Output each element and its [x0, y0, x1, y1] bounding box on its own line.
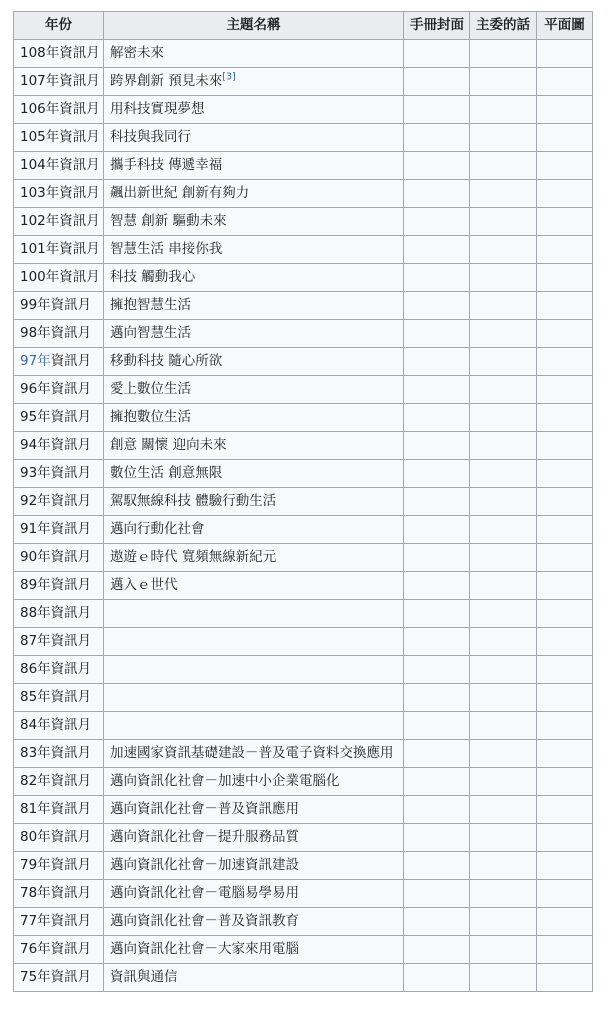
year-cell: 78年資訊月: [14, 880, 104, 908]
plan-cell: [537, 936, 593, 964]
plan-cell: [537, 460, 593, 488]
plan-cell: [537, 656, 593, 684]
cover-cell: [404, 152, 470, 180]
reference-link[interactable]: [3]: [222, 71, 236, 83]
plan-cell: [537, 908, 593, 936]
table-row: [14, 684, 593, 712]
table-row: [14, 908, 593, 936]
theme-text: 攜手科技 傳遞幸福: [110, 157, 223, 173]
words-cell: [470, 628, 537, 656]
year-cell: 98年資訊月: [14, 320, 104, 348]
year-cell: 79年資訊月: [14, 852, 104, 880]
theme-cell: [104, 488, 404, 516]
theme-cell: [104, 236, 404, 264]
theme-cell: [104, 404, 404, 432]
plan-cell: [537, 152, 593, 180]
theme-text: 智慧生活 串接你我: [110, 241, 223, 257]
header-plan: 平面圖: [537, 12, 593, 40]
theme-cell: [104, 292, 404, 320]
year-cell: 89年資訊月: [14, 572, 104, 600]
words-cell: [470, 516, 537, 544]
theme-text: 擁抱智慧生活: [110, 297, 191, 313]
table-row: [14, 292, 593, 320]
cover-cell: [404, 432, 470, 460]
plan-cell: [537, 768, 593, 796]
words-cell: [470, 404, 537, 432]
table-row: [14, 460, 593, 488]
table-row: [14, 600, 593, 628]
theme-cell: [104, 40, 404, 68]
plan-cell: [537, 40, 593, 68]
plan-cell: [537, 376, 593, 404]
year-cell: 106年資訊月: [14, 96, 104, 124]
words-cell: [470, 124, 537, 152]
year-cell: 86年資訊月: [14, 656, 104, 684]
theme-cell: [104, 796, 404, 824]
words-cell: [470, 824, 537, 852]
cover-cell: [404, 628, 470, 656]
theme-text: 邁向資訊化社會－加速中小企業電腦化: [110, 773, 340, 789]
cover-cell: [404, 908, 470, 936]
plan-cell: [537, 628, 593, 656]
words-cell: [470, 236, 537, 264]
year-cell: 75年資訊月: [14, 964, 104, 992]
theme-cell: [104, 124, 404, 152]
plan-cell: [537, 544, 593, 572]
theme-text: 邁向資訊化社會－加速資訊建設: [110, 857, 299, 873]
theme-text: 數位生活 創意無限: [110, 465, 223, 481]
words-cell: [470, 292, 537, 320]
words-cell: [470, 852, 537, 880]
theme-cell: [104, 964, 404, 992]
header-theme: 主題名稱: [104, 12, 404, 40]
year-cell: 94年資訊月: [14, 432, 104, 460]
plan-cell: [537, 516, 593, 544]
table-row: [14, 712, 593, 740]
info-month-themes-table: [13, 11, 593, 992]
plan-cell: [537, 320, 593, 348]
theme-cell: [104, 684, 404, 712]
cover-cell: [404, 348, 470, 376]
cover-cell: [404, 544, 470, 572]
words-cell: [470, 376, 537, 404]
cover-cell: [404, 768, 470, 796]
table-row: [14, 936, 593, 964]
theme-cell: [104, 152, 404, 180]
table-row: [14, 768, 593, 796]
theme-cell: [104, 768, 404, 796]
words-cell: [470, 684, 537, 712]
year-cell: 84年資訊月: [14, 712, 104, 740]
theme-cell: [104, 656, 404, 684]
table-row: [14, 740, 593, 768]
theme-cell: [104, 516, 404, 544]
theme-text: 科技 觸動我心: [110, 269, 196, 285]
plan-cell: [537, 96, 593, 124]
theme-text: 解密未來: [110, 45, 164, 61]
plan-cell: [537, 712, 593, 740]
header-year: 年份: [14, 12, 104, 40]
cover-cell: [404, 488, 470, 516]
table-row: [14, 516, 593, 544]
year-cell: 93年資訊月: [14, 460, 104, 488]
theme-text: 擁抱數位生活: [110, 409, 191, 425]
theme-cell: [104, 712, 404, 740]
year-cell: 95年資訊月: [14, 404, 104, 432]
theme-text: 邁向資訊化社會－大家來用電腦: [110, 941, 299, 957]
theme-text: 遨遊ｅ時代 寬頻無線新紀元: [110, 549, 277, 565]
year-cell: 81年資訊月: [14, 796, 104, 824]
header-cover: 手冊封面: [404, 12, 470, 40]
theme-text: 愛上數位生活: [110, 381, 191, 397]
table-row: [14, 236, 593, 264]
year-cell: 90年資訊月: [14, 544, 104, 572]
cover-cell: [404, 572, 470, 600]
cover-cell: [404, 936, 470, 964]
year-cell: 76年資訊月: [14, 936, 104, 964]
words-cell: [470, 432, 537, 460]
table-row: [14, 880, 593, 908]
words-cell: [470, 544, 537, 572]
table-row: [14, 852, 593, 880]
words-cell: [470, 68, 537, 96]
words-cell: [470, 152, 537, 180]
words-cell: [470, 796, 537, 824]
year-cell: 80年資訊月: [14, 824, 104, 852]
table-row: [14, 376, 593, 404]
theme-text: 加速國家資訊基礎建設－普及電子資料交換應用: [110, 745, 394, 761]
theme-cell: [104, 544, 404, 572]
year-cell: 91年資訊月: [14, 516, 104, 544]
header-words: 主委的話: [470, 12, 537, 40]
theme-cell: [104, 432, 404, 460]
words-cell: [470, 600, 537, 628]
words-cell: [470, 96, 537, 124]
year-cell: 107年資訊月: [14, 68, 104, 96]
theme-cell: [104, 460, 404, 488]
theme-cell: [104, 936, 404, 964]
theme-text: 駕馭無線科技 體驗行動生活: [110, 493, 277, 509]
cover-cell: [404, 292, 470, 320]
table-row: [14, 572, 593, 600]
table-row: [14, 432, 593, 460]
theme-cell: [104, 264, 404, 292]
plan-cell: [537, 348, 593, 376]
cover-cell: [404, 180, 470, 208]
year-cell: 108年資訊月: [14, 40, 104, 68]
words-cell: [470, 880, 537, 908]
cover-cell: [404, 712, 470, 740]
cover-cell: [404, 264, 470, 292]
plan-cell: [537, 236, 593, 264]
theme-text: 邁向行動化社會: [110, 521, 205, 537]
table-row: [14, 180, 593, 208]
cover-cell: [404, 96, 470, 124]
theme-cell: [104, 880, 404, 908]
theme-cell: [104, 824, 404, 852]
theme-cell: [104, 908, 404, 936]
words-cell: [470, 320, 537, 348]
table-row: [14, 628, 593, 656]
year-cell: 92年資訊月: [14, 488, 104, 516]
year-cell: 102年資訊月: [14, 208, 104, 236]
theme-text: 邁向資訊化社會－普及資訊教育: [110, 913, 299, 929]
cover-cell: [404, 236, 470, 264]
table-body: [14, 40, 593, 992]
year-cell: 100年資訊月: [14, 264, 104, 292]
plan-cell: [537, 600, 593, 628]
cover-cell: [404, 852, 470, 880]
theme-cell: [104, 600, 404, 628]
cover-cell: [404, 516, 470, 544]
words-cell: [470, 712, 537, 740]
year-cell: 101年資訊月: [14, 236, 104, 264]
cover-cell: [404, 880, 470, 908]
plan-cell: [537, 124, 593, 152]
cover-cell: [404, 460, 470, 488]
theme-text: 邁向資訊化社會－電腦易學易用: [110, 885, 299, 901]
plan-cell: [537, 796, 593, 824]
plan-cell: [537, 964, 593, 992]
cover-cell: [404, 376, 470, 404]
plan-cell: [537, 432, 593, 460]
table-row: [14, 68, 593, 96]
cover-cell: [404, 684, 470, 712]
words-cell: [470, 908, 537, 936]
plan-cell: [537, 880, 593, 908]
cover-cell: [404, 600, 470, 628]
cover-cell: [404, 404, 470, 432]
table-row: [14, 40, 593, 68]
table-row: [14, 348, 593, 376]
words-cell: [470, 740, 537, 768]
table-row: [14, 152, 593, 180]
table-row: [14, 544, 593, 572]
theme-text: 科技與我同行: [110, 129, 191, 145]
year-cell: 83年資訊月: [14, 740, 104, 768]
table-row: [14, 656, 593, 684]
theme-cell: [104, 348, 404, 376]
theme-text: 創意 關懷 迎向未來: [110, 437, 227, 453]
plan-cell: [537, 740, 593, 768]
year-cell: 88年資訊月: [14, 600, 104, 628]
table-row: [14, 796, 593, 824]
theme-text: 移動科技 隨心所欲: [110, 353, 223, 369]
cover-cell: [404, 208, 470, 236]
table-row: [14, 264, 593, 292]
theme-text: 邁向資訊化社會－提升服務品質: [110, 829, 299, 845]
table-row: [14, 96, 593, 124]
theme-text: 用科技實現夢想: [110, 101, 205, 117]
year-cell: 99年資訊月: [14, 292, 104, 320]
cover-cell: [404, 124, 470, 152]
theme-cell: [104, 68, 404, 96]
theme-cell: [104, 740, 404, 768]
theme-cell: [104, 852, 404, 880]
words-cell: [470, 964, 537, 992]
year-cell: 96年資訊月: [14, 376, 104, 404]
theme-cell: [104, 208, 404, 236]
year-cell: 105年資訊月: [14, 124, 104, 152]
cover-cell: [404, 964, 470, 992]
words-cell: [470, 208, 537, 236]
words-cell: [470, 348, 537, 376]
header-row: [14, 12, 593, 40]
words-cell: [470, 180, 537, 208]
table-row: [14, 404, 593, 432]
words-cell: [470, 40, 537, 68]
cover-cell: [404, 824, 470, 852]
table-row: [14, 824, 593, 852]
plan-cell: [537, 404, 593, 432]
words-cell: [470, 572, 537, 600]
year-cell: 85年資訊月: [14, 684, 104, 712]
cover-cell: [404, 740, 470, 768]
words-cell: [470, 936, 537, 964]
theme-cell: [104, 320, 404, 348]
plan-cell: [537, 180, 593, 208]
plan-cell: [537, 292, 593, 320]
table-row: [14, 124, 593, 152]
year-link[interactable]: 97年: [20, 353, 51, 369]
theme-text: 資訊與通信: [110, 969, 178, 985]
plan-cell: [537, 264, 593, 292]
table-row: [14, 320, 593, 348]
table-row: [14, 208, 593, 236]
cover-cell: [404, 656, 470, 684]
table-row: [14, 964, 593, 992]
cover-cell: [404, 40, 470, 68]
theme-text: 邁向資訊化社會－普及資訊應用: [110, 801, 299, 817]
year-cell: [14, 348, 104, 376]
plan-cell: [537, 684, 593, 712]
year-cell: 104年資訊月: [14, 152, 104, 180]
plan-cell: [537, 852, 593, 880]
theme-text: 智慧 創新 驅動未來: [110, 213, 227, 229]
year-cell: 77年資訊月: [14, 908, 104, 936]
theme-text: 邁向智慧生活: [110, 325, 191, 341]
year-suffix: 資訊月: [50, 353, 92, 369]
words-cell: [470, 264, 537, 292]
theme-text: 邁入ｅ世代: [110, 577, 178, 593]
year-cell: 103年資訊月: [14, 180, 104, 208]
cover-cell: [404, 68, 470, 96]
theme-cell: [104, 628, 404, 656]
year-cell: 87年資訊月: [14, 628, 104, 656]
theme-cell: [104, 180, 404, 208]
words-cell: [470, 488, 537, 516]
words-cell: [470, 460, 537, 488]
year-cell: 82年資訊月: [14, 768, 104, 796]
cover-cell: [404, 796, 470, 824]
theme-cell: [104, 96, 404, 124]
theme-cell: [104, 572, 404, 600]
plan-cell: [537, 572, 593, 600]
words-cell: [470, 768, 537, 796]
theme-text: 跨界創新 預見未來: [110, 73, 223, 89]
cover-cell: [404, 320, 470, 348]
theme-cell: [104, 376, 404, 404]
theme-text: 飆出新世紀 創新有夠力: [110, 185, 250, 201]
plan-cell: [537, 208, 593, 236]
plan-cell: [537, 488, 593, 516]
words-cell: [470, 656, 537, 684]
plan-cell: [537, 824, 593, 852]
table-row: [14, 488, 593, 516]
plan-cell: [537, 68, 593, 96]
